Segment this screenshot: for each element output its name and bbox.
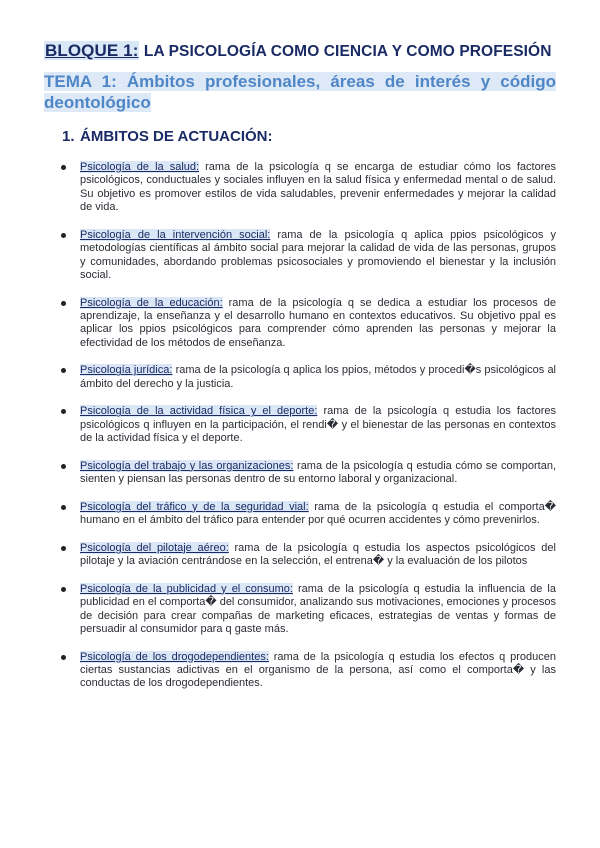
topic-title: TEMA 1: Ámbitos profesionales, áreas de interés y código deontológico bbox=[44, 72, 556, 112]
list-item bbox=[80, 542, 556, 569]
block-label: BLOQUE 1: bbox=[45, 41, 139, 60]
bullet-icon bbox=[61, 546, 66, 551]
list-item bbox=[80, 583, 556, 637]
scope-list bbox=[44, 161, 556, 691]
item-text: rama de la psicología q estudia la influencia de la publicidad en el comporta� del consumidor, analizando sus motivaciones, emociones y procesos de decisión para crear compañas de marketing eficaces, estrategias de ventas y formas de persuadir al consumidor para q gaste más. bbox=[80, 582, 556, 636]
bullet-icon bbox=[61, 233, 66, 238]
list-item bbox=[80, 297, 556, 351]
item-term: Psicología de la publicidad y el consumo: bbox=[80, 582, 293, 595]
list-item bbox=[80, 405, 556, 445]
item-term: Psicología de los drogodependientes: bbox=[80, 650, 269, 663]
item-text: rama de la psicología q estudia los factores psicológicos q influyen en la participación, el rendi� y el bienestar de las personas en contextos de la actividad física y el deporte. bbox=[80, 405, 556, 445]
item-term: Psicología de la intervención social: bbox=[80, 228, 271, 241]
bullet-icon bbox=[61, 505, 66, 510]
bullet-icon bbox=[61, 368, 66, 373]
bullet-icon bbox=[61, 587, 66, 592]
list-item bbox=[80, 161, 556, 215]
item-text: rama de la psicología q aplica ppios psicológicos y metodologías científicas al ámbito social para mejorar la calidad de vida de las personas, grupos y comunidades, abordando problemas psicosociales y promoviendo el bienestar y la inclusión social. bbox=[80, 228, 556, 282]
item-term: Psicología del trabajo y las organizaciones: bbox=[80, 459, 294, 472]
item-term: Psicología del tráfico y de la seguridad vial: bbox=[80, 500, 309, 513]
item-text: rama de la psicología q estudia los efectos q producen ciertas sustancias adictivas en el organismo de la persona, así como el comporta� y las conductas de los drogodependientes. bbox=[80, 650, 556, 690]
item-term: Psicología de la actividad física y el deporte: bbox=[80, 405, 318, 418]
block-heading bbox=[44, 40, 556, 63]
list-item bbox=[80, 460, 556, 487]
item-text: rama de la psicología q estudia el comporta� humano en el ámbito del tráfico para entender por qué ocurren accidentes y cómo prevenirlos. bbox=[80, 500, 557, 527]
item-term: Psicología de la salud: bbox=[80, 161, 200, 173]
list-item bbox=[80, 229, 556, 283]
list-item bbox=[80, 364, 556, 391]
item-text: rama de la psicología q se dedica a estudiar los procesos de aprendizaje, la enseñanza y el desarrollo humano en contextos educativos. Su objetivo ppal es aplicar los ppios psicológicos para comprender cómo aprenden las personas y mejorar la efectividad de los métodos de enseñanza. bbox=[80, 296, 556, 349]
item-term: Psicología jurídica: bbox=[80, 364, 173, 377]
list-item bbox=[80, 651, 556, 691]
block-title: LA PSICOLOGÍA COMO CIENCIA Y COMO PROFESIÓN bbox=[143, 43, 552, 60]
item-text: rama de la psicología q se encarga de estudiar cómo los factores psicológicos, conductuales y sociales influyen en la salud física y enfermedad mental o de salud. Su objetivo es promover estilos de vida saludables, prevenir enfermedades y mejorar la calidad de vida. bbox=[80, 161, 556, 214]
list-item bbox=[80, 501, 556, 528]
item-term: Psicología de la educación: bbox=[80, 296, 223, 309]
topic-heading bbox=[44, 71, 556, 113]
bullet-icon bbox=[61, 464, 66, 469]
item-text: rama de la psicología q estudia los aspectos psicológicos del pilotaje y la aviación centrándose en la selección, el entrena� y la evaluación de los pilotos bbox=[80, 541, 556, 568]
section-number: 1. bbox=[62, 128, 75, 145]
section-heading bbox=[62, 127, 556, 147]
item-text: rama de la psicología q estudia cómo se comportan, sienten y piensan las personas dentro de su entorno laboral y organizacional. bbox=[80, 459, 556, 486]
bullet-icon bbox=[61, 655, 66, 660]
item-term: Psicología del pilotaje aéreo: bbox=[80, 541, 229, 554]
item-text: rama de la psicología q aplica los ppios, métodos y procedi�s psicológicos al ámbito del derecho y la justicia. bbox=[80, 364, 557, 390]
section-title: ÁMBITOS DE ACTUACIÓN: bbox=[80, 128, 273, 145]
bullet-icon bbox=[61, 165, 66, 170]
bullet-icon bbox=[61, 301, 66, 306]
bullet-icon bbox=[61, 409, 66, 414]
